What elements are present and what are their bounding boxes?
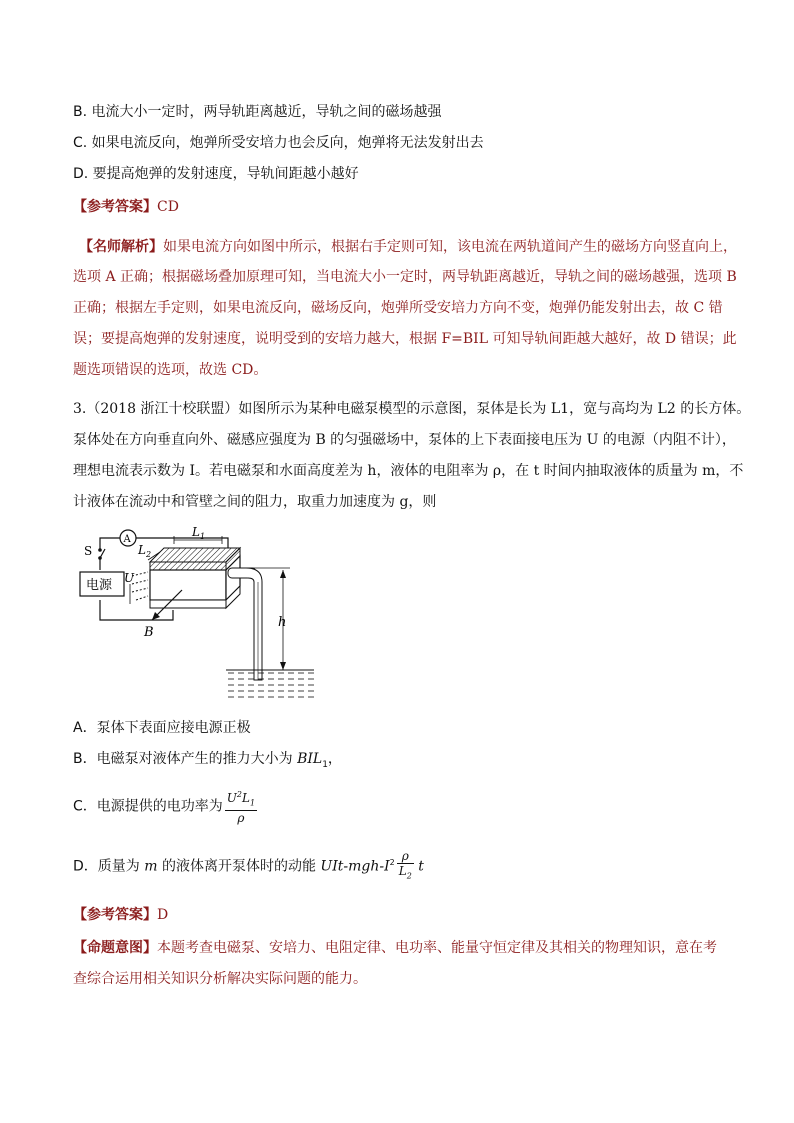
q2-analysis-line-4: 误；要提高炮弹的发射速度，说明受到的安培力越大，根据 F=BIL 可知导轨间距越大越好，故 D 错误；此 xyxy=(73,331,737,347)
answer-tag: 【参考答案】 xyxy=(73,199,157,215)
q3-answer xyxy=(73,906,168,924)
q2-option-d: D. 要提高炮弹的发射速度，导轨间距越小越好 xyxy=(73,166,359,182)
q2-option-c: C. 如果电流反向，炮弹所受安培力也会反向，炮弹将无法发射出去 xyxy=(73,135,484,151)
pump-diagram xyxy=(78,520,318,705)
energy-fraction: $\frac{\rho}{L_2}$ xyxy=(398,849,412,881)
q3-option-b: B．电磁泵对液体产生的推力大小为 $BIL_1$， xyxy=(73,751,342,770)
u-label: U xyxy=(124,571,135,585)
q3-stem-line-3: 理想电流表示数为 I。若电磁泵和水面高度差为 h，液体的电阻率为 ρ，在 t 时间内抽取液体的质量为 m，不 xyxy=(73,463,744,479)
q3-intent-line-2: 查综合运用相关知识分析解决实际问题的能力。 xyxy=(73,971,367,987)
q3-stem-line-4: 计液体在流动中和管壁之间的阻力，取重力加速度为 g，则 xyxy=(73,494,437,510)
power-label: 电源 xyxy=(86,578,113,593)
q2-option-b: B. 电流大小一定时，两导轨距离越近，导轨之间的磁场越强 xyxy=(73,104,442,120)
analysis-tag: 【名师解析】 xyxy=(79,239,163,255)
b-label: B xyxy=(144,625,154,640)
q2-analysis-line-2: 选项 A 正确；根据磁场叠加原理可知，当电流大小一定时，两导轨距离越近，导轨之间的磁场越强，选项 B xyxy=(73,269,737,285)
l1-label: $L_1$ xyxy=(192,525,206,541)
intent-tag: 【命题意图】 xyxy=(73,940,157,956)
answer-value: CD xyxy=(157,199,179,215)
switch-label: S xyxy=(84,544,93,558)
q3-stem-line-1: 3.（2018 浙江十校联盟）如图所示为某种电磁泵模型的示意图，泵体是长为 L1，宽与高均为 L2 的长方体。 xyxy=(73,401,751,417)
water-surface xyxy=(226,672,314,700)
q2-analysis-line-3: 正确；根据左手定则，如果电流反向，磁场反向，炮弹所受安培力方向不变，炮弹仍能发射出去，故 C 错 xyxy=(73,300,723,316)
answer-tag: 【参考答案】 xyxy=(73,907,157,923)
l2-label: $L_2$ xyxy=(138,543,152,559)
q2-analysis-line-5: 题选项错误的选项，故选 CD。 xyxy=(73,362,268,378)
q3-stem-line-2: 泵体处在方向垂直向外、磁感应强度为 B 的匀强磁场中，泵体的上下表面接电压为 U 的电源（内阻不计）， xyxy=(73,432,736,448)
q3-option-d: D．质量为 m 的液体离开泵体时的动能 UIt-$mgh-I^2$ $\frac{\rho}{L_2}$ t xyxy=(73,846,424,884)
q3-option-c: C．电源提供的电功率为 $\frac{U^2L_1}{\rho}$ xyxy=(73,790,256,826)
ammeter-label: A xyxy=(123,534,131,545)
power-fraction: $\frac{U^2L_1}{\rho}$ xyxy=(226,790,256,826)
q3-intent-line-1: 【命题意图】本题考查电磁泵、安培力、电阻定律、电功率、能量守恒定律及其相关的物理知识，意在考 xyxy=(73,940,717,956)
q2-analysis-line-1: 【名师解析】如果电流方向如图中所示，根据右手定则可知，该电流在两轨道间产生的磁场方向竖直向上， xyxy=(79,239,737,255)
h-label: h xyxy=(278,615,287,630)
answer-value: D xyxy=(157,907,169,923)
q3-option-a: A．泵体下表面应接电源正极 xyxy=(73,720,251,736)
q2-answer xyxy=(73,198,179,216)
